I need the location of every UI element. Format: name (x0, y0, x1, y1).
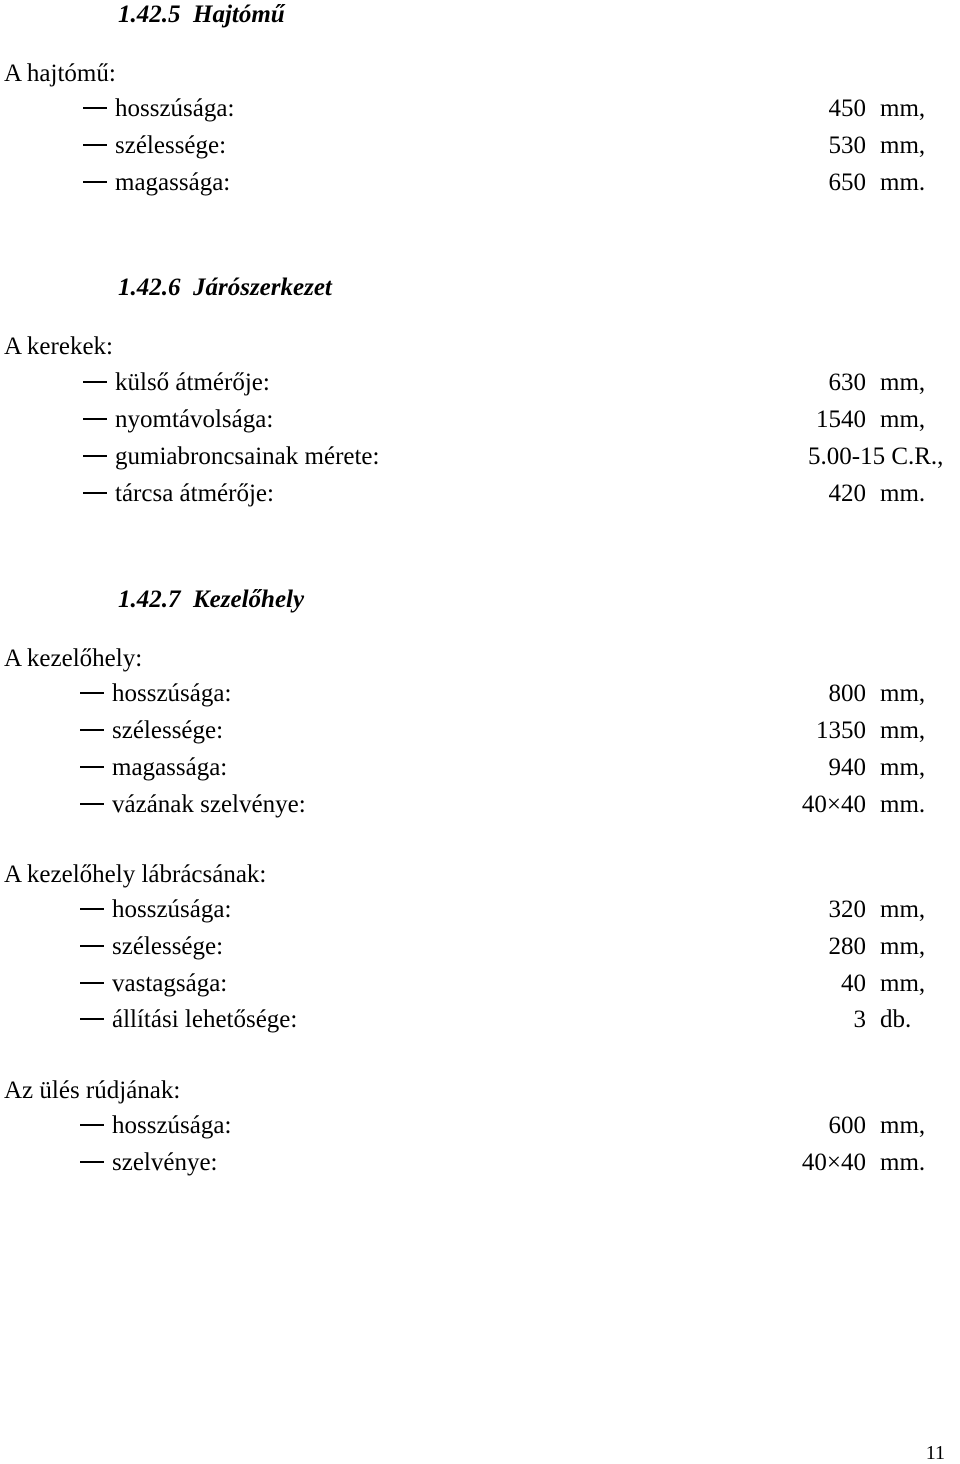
spec-label: hosszúsága: (112, 896, 232, 923)
spec-label: szelvénye: (112, 1149, 218, 1176)
spec-value: 450 (828, 95, 866, 122)
spec-unit: mm, (880, 369, 926, 396)
spec-row (0, 1113, 960, 1143)
dash-bullet (83, 455, 107, 457)
spec-label: hosszúsága: (115, 95, 235, 122)
dash-bullet (80, 729, 104, 731)
dash-bullet (80, 1018, 104, 1020)
spec-unit: mm, (880, 754, 926, 781)
spec-value: 320 (828, 896, 866, 923)
dash-bullet (83, 492, 107, 494)
dash-bullet (83, 144, 107, 146)
spec-value: 5.00-15 C.R., (808, 443, 944, 470)
spec-row (0, 792, 960, 822)
dash-bullet (83, 381, 107, 383)
spec-row (0, 681, 960, 711)
spec-unit: mm, (880, 717, 926, 744)
dash-bullet (83, 107, 107, 109)
spec-unit: mm, (880, 1112, 926, 1139)
spec-label: szélessége: (112, 717, 224, 744)
dash-bullet (80, 1161, 104, 1163)
section-heading-hajtomu: 1.42.5 Hajtómű (118, 1, 285, 28)
spec-label: szélessége: (115, 132, 227, 159)
spec-unit: mm, (880, 896, 926, 923)
spec-row (0, 96, 960, 126)
spec-unit: mm, (880, 132, 926, 159)
spec-label: magassága: (115, 169, 231, 196)
dash-bullet (83, 181, 107, 183)
dash-bullet (80, 982, 104, 984)
spec-value: 420 (828, 480, 866, 507)
spec-label: külső átmérője: (115, 369, 270, 396)
spec-unit: mm, (880, 970, 926, 997)
spec-row (0, 444, 960, 474)
spec-unit: mm. (880, 1149, 926, 1176)
spec-value: 3 (853, 1006, 866, 1033)
page-number: 11 (925, 1442, 945, 1464)
spec-label: nyomtávolsága: (115, 406, 274, 433)
spec-label: gumiabroncsainak mérete: (115, 443, 380, 470)
spec-value: 530 (828, 132, 866, 159)
dash-bullet (80, 1124, 104, 1126)
spec-unit: db. (880, 1006, 912, 1033)
spec-row (0, 1007, 960, 1037)
spec-value: 40 (841, 970, 866, 997)
spec-value: 600 (828, 1112, 866, 1139)
dash-bullet (80, 803, 104, 805)
spec-row (0, 407, 960, 437)
spec-value: 40×40 (801, 791, 866, 818)
spec-value: 630 (828, 369, 866, 396)
dash-bullet (83, 418, 107, 420)
spec-label: magassága: (112, 754, 228, 781)
spec-unit: mm. (880, 791, 926, 818)
spec-value: 940 (828, 754, 866, 781)
spec-value: 1350 (816, 717, 866, 744)
spec-row (0, 718, 960, 748)
spec-row (0, 755, 960, 785)
group-intro: A kezelőhely: (4, 645, 143, 672)
spec-value: 650 (828, 169, 866, 196)
spec-row (0, 1150, 960, 1180)
section-intro: A kerekek: (4, 333, 113, 360)
spec-row (0, 133, 960, 163)
spec-row (0, 481, 960, 511)
spec-label: vastagsága: (112, 970, 228, 997)
spec-unit: mm, (880, 406, 926, 433)
dash-bullet (80, 945, 104, 947)
spec-row (0, 934, 960, 964)
section-heading-jaroszerkezet: 1.42.6 Járószerkezet (118, 274, 332, 301)
spec-unit: mm. (880, 480, 926, 507)
section-intro: A hajtómű: (4, 60, 116, 87)
spec-label: hosszúsága: (112, 1112, 232, 1139)
spec-value: 40×40 (801, 1149, 866, 1176)
dash-bullet (80, 908, 104, 910)
spec-unit: mm, (880, 680, 926, 707)
spec-row (0, 897, 960, 927)
spec-unit: mm, (880, 95, 926, 122)
group-intro: Az ülés rúdjának: (4, 1077, 181, 1104)
spec-value: 800 (828, 680, 866, 707)
spec-label: állítási lehetősége: (112, 1006, 298, 1033)
spec-label: szélessége: (112, 933, 224, 960)
group-intro: A kezelőhely lábrácsának: (4, 861, 267, 888)
spec-label: vázának szelvénye: (112, 791, 306, 818)
section-heading-kezelohely: 1.42.7 Kezelőhely (118, 586, 305, 613)
spec-value: 1540 (816, 406, 866, 433)
dash-bullet (80, 692, 104, 694)
spec-unit: mm, (880, 933, 926, 960)
spec-unit: mm. (880, 169, 926, 196)
spec-row (0, 971, 960, 1001)
spec-row (0, 170, 960, 200)
dash-bullet (80, 766, 104, 768)
spec-row (0, 370, 960, 400)
spec-label: hosszúsága: (112, 680, 232, 707)
spec-value: 280 (828, 933, 866, 960)
spec-label: tárcsa átmérője: (115, 480, 274, 507)
